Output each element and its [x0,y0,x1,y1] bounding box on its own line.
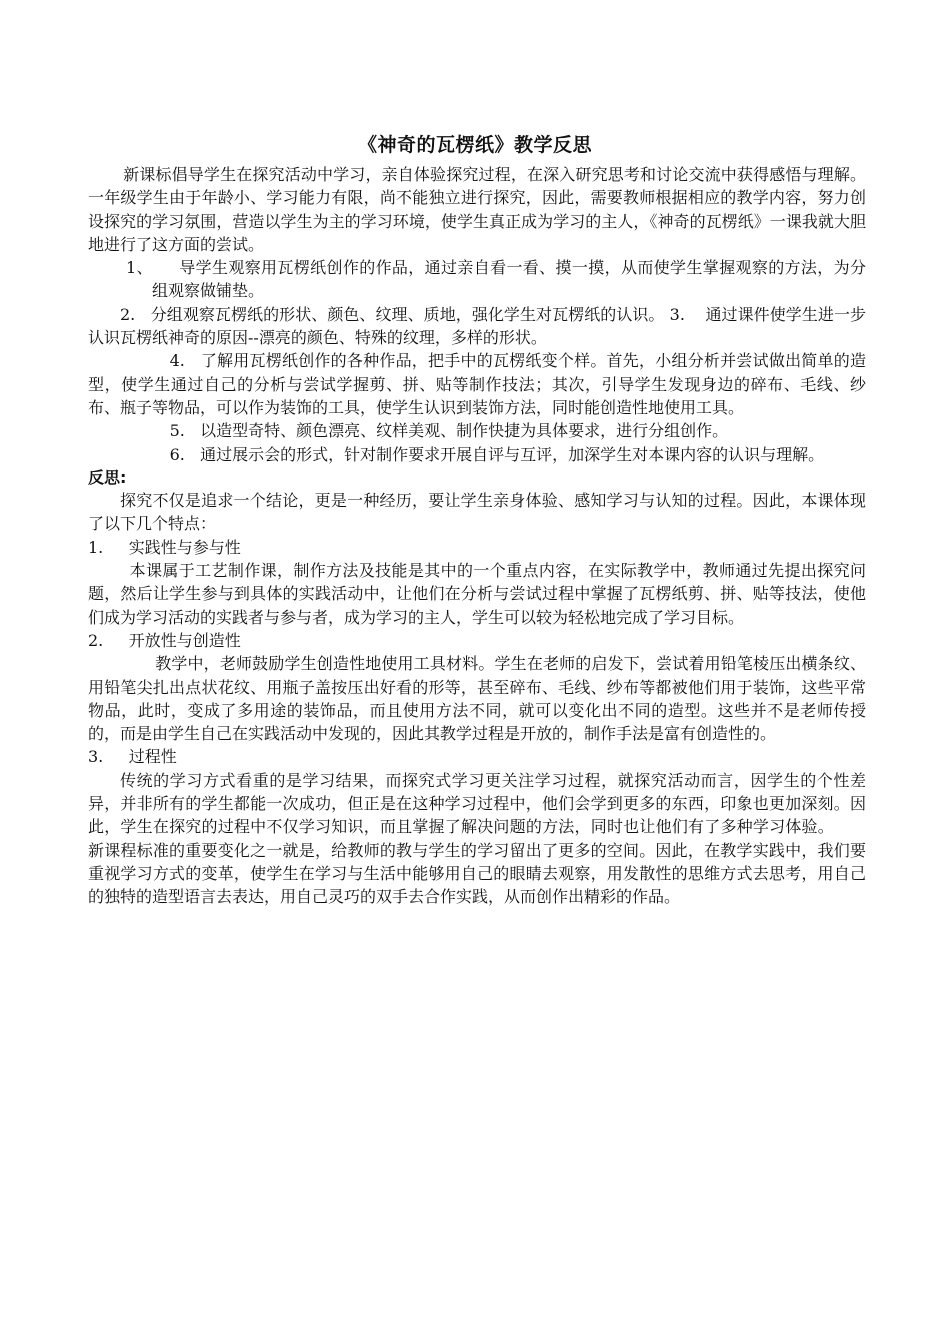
step-3-number: 3. [669,304,685,324]
step-4 [88,349,866,419]
point-1-text: 本课属于工艺制作课，制作方法及技能是其中的一个重点内容，在实际教学中，教师通过先提出探究问题，然后让学生参与到具体的实践活动中，让他们在分析与尝试过程中掌握了瓦楞纸剪、拼、贴等技法，使他们成为学习活动的实践者与参与者，成为学习的主人，学生可以较为轻松地完成了学习目标。 [88,561,866,627]
step-6-text: 通过展示会的形式，针对制作要求开展自评与互评，加深学生对本课内容的认识与理解。 [200,444,825,464]
point-3-title: 过程性 [128,747,177,767]
point-2-title: 开放性与创造性 [128,630,241,650]
reflection-lead: 探究不仅是追求一个结论，更是一种经历，要让学生亲身体验、感知学习与认知的过程。因此，本课体现了以下几个特点： [88,491,866,534]
point-3-text [88,769,866,909]
step-3-text: 通过课件使学生进一步认识瓦楞纸神奇的原因--漂亮的颜色、特殊的纹理，多样的形状。 [88,304,867,348]
point-1-heading [88,536,866,559]
point-1-title: 实践性与参与性 [128,537,241,557]
step-6 [88,443,866,466]
point-3-text-b: 新课程标准的重要变化之一就是，给教师的教与学生的学习留出了更多的空间。因此，在教学实践中，我们要重视学习方式的变革，使学生在学习与生活中能够用自己的眼睛去观察，用发散性的思维方式去思考，用自己的独特的造型语言去表达，用自己灵巧的双手去合作实践，从而创作出精彩的作品。 [88,840,866,907]
step-6-number: 6. [169,444,185,464]
step-2-3 [88,303,866,350]
step-1-text: 导学生观察用瓦楞纸创作的作品，通过亲自看一看、摸一摸，从而使学生掌握观察的方法，为分组观察做铺垫。 [152,258,866,301]
step-4-number: 4. [169,351,185,371]
point-3-text-a: 传统的学习方式看重的是学习结果，而探究式学习更关注学习过程，就探究活动而言，因学生的个性差异，并非所有的学生都能一次成功，但正是在这种学习过程中，他们会学到更多的东西，印象也更加深刻。因此，学生在探究的过程中不仅学习知识，而且掌握了解决问题的方法，同时也让他们有了多种学习体验。 [88,770,866,837]
step-2-number: 2. [120,304,136,324]
step-5-number: 5. [169,421,185,441]
point-2-number: 2. [88,630,104,650]
document-body [88,163,866,909]
step-2-text: 分组观察瓦楞纸的形状、颜色、纹理、质地，强化学生对瓦楞纸的认识。 [150,304,665,324]
step-5 [88,419,866,442]
point-3-number: 3. [88,747,104,767]
intro-paragraph: 新课标倡导学生在探究活动中学习，亲自体验探究过程，在深入研究思考和讨论交流中获得感悟与理解。一年级学生由于年龄小、学习能力有限，尚不能独立进行探究，因此，需要教师根据相应的教学内容，努力创设探究的学习氛围，营造以学生为主的学习环境，使学生真正成为学习的主人，《神奇的瓦楞纸》一课我就大胆地进行了这方面的尝试。 [88,165,866,254]
point-1-number: 1. [88,537,104,557]
point-2-heading [88,629,866,652]
document-title: 《神奇的瓦楞纸》教学反思 [357,134,592,156]
point-3-heading [88,745,866,768]
point-2-text: 教学中，老师鼓励学生创造性地使用工具材料。学生在老师的启发下，尝试着用铅笔棱压出横条纹、用铅笔尖扎出点状花纹、用瓶子盖按压出好看的形等，甚至碎布、毛线、纱布等都被他们用于装饰，这些平常物品，此时，变成了多用途的装饰品，而且使用方法不同，就可以变化出不同的造型。这些并不是老师传授的，而是由学生自己在实践活动中发现的，因此其教学过程是开放的，制作手法是富有创造性的。 [88,654,866,744]
reflection-heading: 反思: [88,467,127,487]
step-1 [88,256,866,303]
step-4-text: 了解用瓦楞纸创作的各种作品，把手中的瓦楞纸变个样。首先，小组分析并尝试做出简单的造型，使学生通过自己的分析与尝试学握剪、拼、贴等制作技法；其次，引导学生发现身边的碎布、毛线、纱布、瓶子等物品，可以作为装饰的工具，使学生认识到装饰方法，同时能创造性地使用工具。 [88,351,866,417]
step-1-number: 1、 [126,258,153,278]
step-5-text: 以造型奇特、颜色漂亮、纹样美观、制作快捷为具体要求，进行分组创作。 [200,421,729,441]
